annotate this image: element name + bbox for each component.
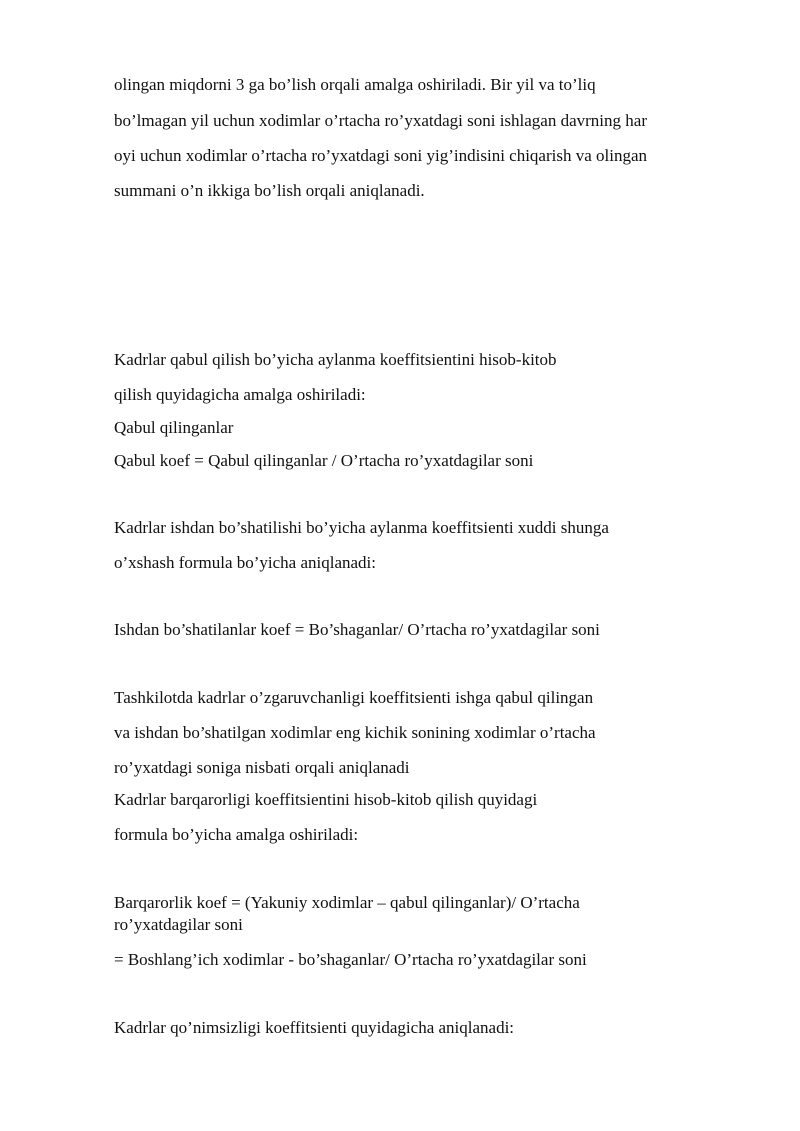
text-line: summani o’n ikkiga bo’lish orqali aniqlanadi. [114,181,425,200]
text-line: qilish quyidagicha amalga oshiriladi: [114,385,366,404]
text-line: olingan miqdorni 3 ga bo’lish orqali amalga oshiriladi. Bir yil va to’liq [114,75,596,94]
text-line: Kadrlar barqarorligi koeffitsientini hisob-kitob qilish quyidagi [114,790,538,809]
text-line: Tashkilotda kadrlar o’zgaruvchanligi koeffitsienti ishga qabul qilingan [114,688,594,707]
text-line: o’xshash formula bo’yicha aniqlanadi: [114,553,377,572]
text-line: Kadrlar qabul qilish bo’yicha aylanma koeffitsientini hisob-kitob [114,350,557,369]
stability-formula: Barqarorlik koef = (Yakuniy xodimlar – qabul qilinganlar)/ O’rtacha [114,893,580,912]
dismissal-formula: Ishdan bo’shatilanlar koef = Bo’shaganlar/ O’rtacha ro’yxatdagilar soni [114,620,600,639]
text-line: va ishdan bo’shatilgan xodimlar eng kichik sonining xodimlar o’rtacha [114,723,596,742]
text-line: ro’yxatdagi soniga nisbati orqali aniqlanadi [114,758,410,777]
text-line: Kadrlar ishdan bo’shatilishi bo’yicha aylanma koeffitsienti xuddi shunga [114,518,609,537]
text-line: formula bo’yicha amalga oshiriladi: [114,825,359,844]
hiring-formula: Qabul koef = Qabul qilinganlar / O’rtacha ro’yxatdagilar soni [114,451,534,470]
text-line: bo’lmagan yil uchun xodimlar o’rtacha ro’yxatdagi soni ishlagan davrning har [114,111,647,130]
text-line: oyi uchun xodimlar o’rtacha ro’yxatdagi soni yig’indisini chiqarish va olingan [114,146,648,165]
formula-label: Qabul qilinganlar [114,418,234,437]
stability-formula-alt: = Boshlang’ich xodimlar - bo’shaganlar/ O’rtacha ro’yxatdagilar soni [114,950,587,969]
stability-formula: ro’yxatdagilar soni [114,915,243,934]
closing-line: Kadrlar qo’nimsizligi koeffitsienti quyidagicha aniqlanadi: [114,1018,515,1037]
